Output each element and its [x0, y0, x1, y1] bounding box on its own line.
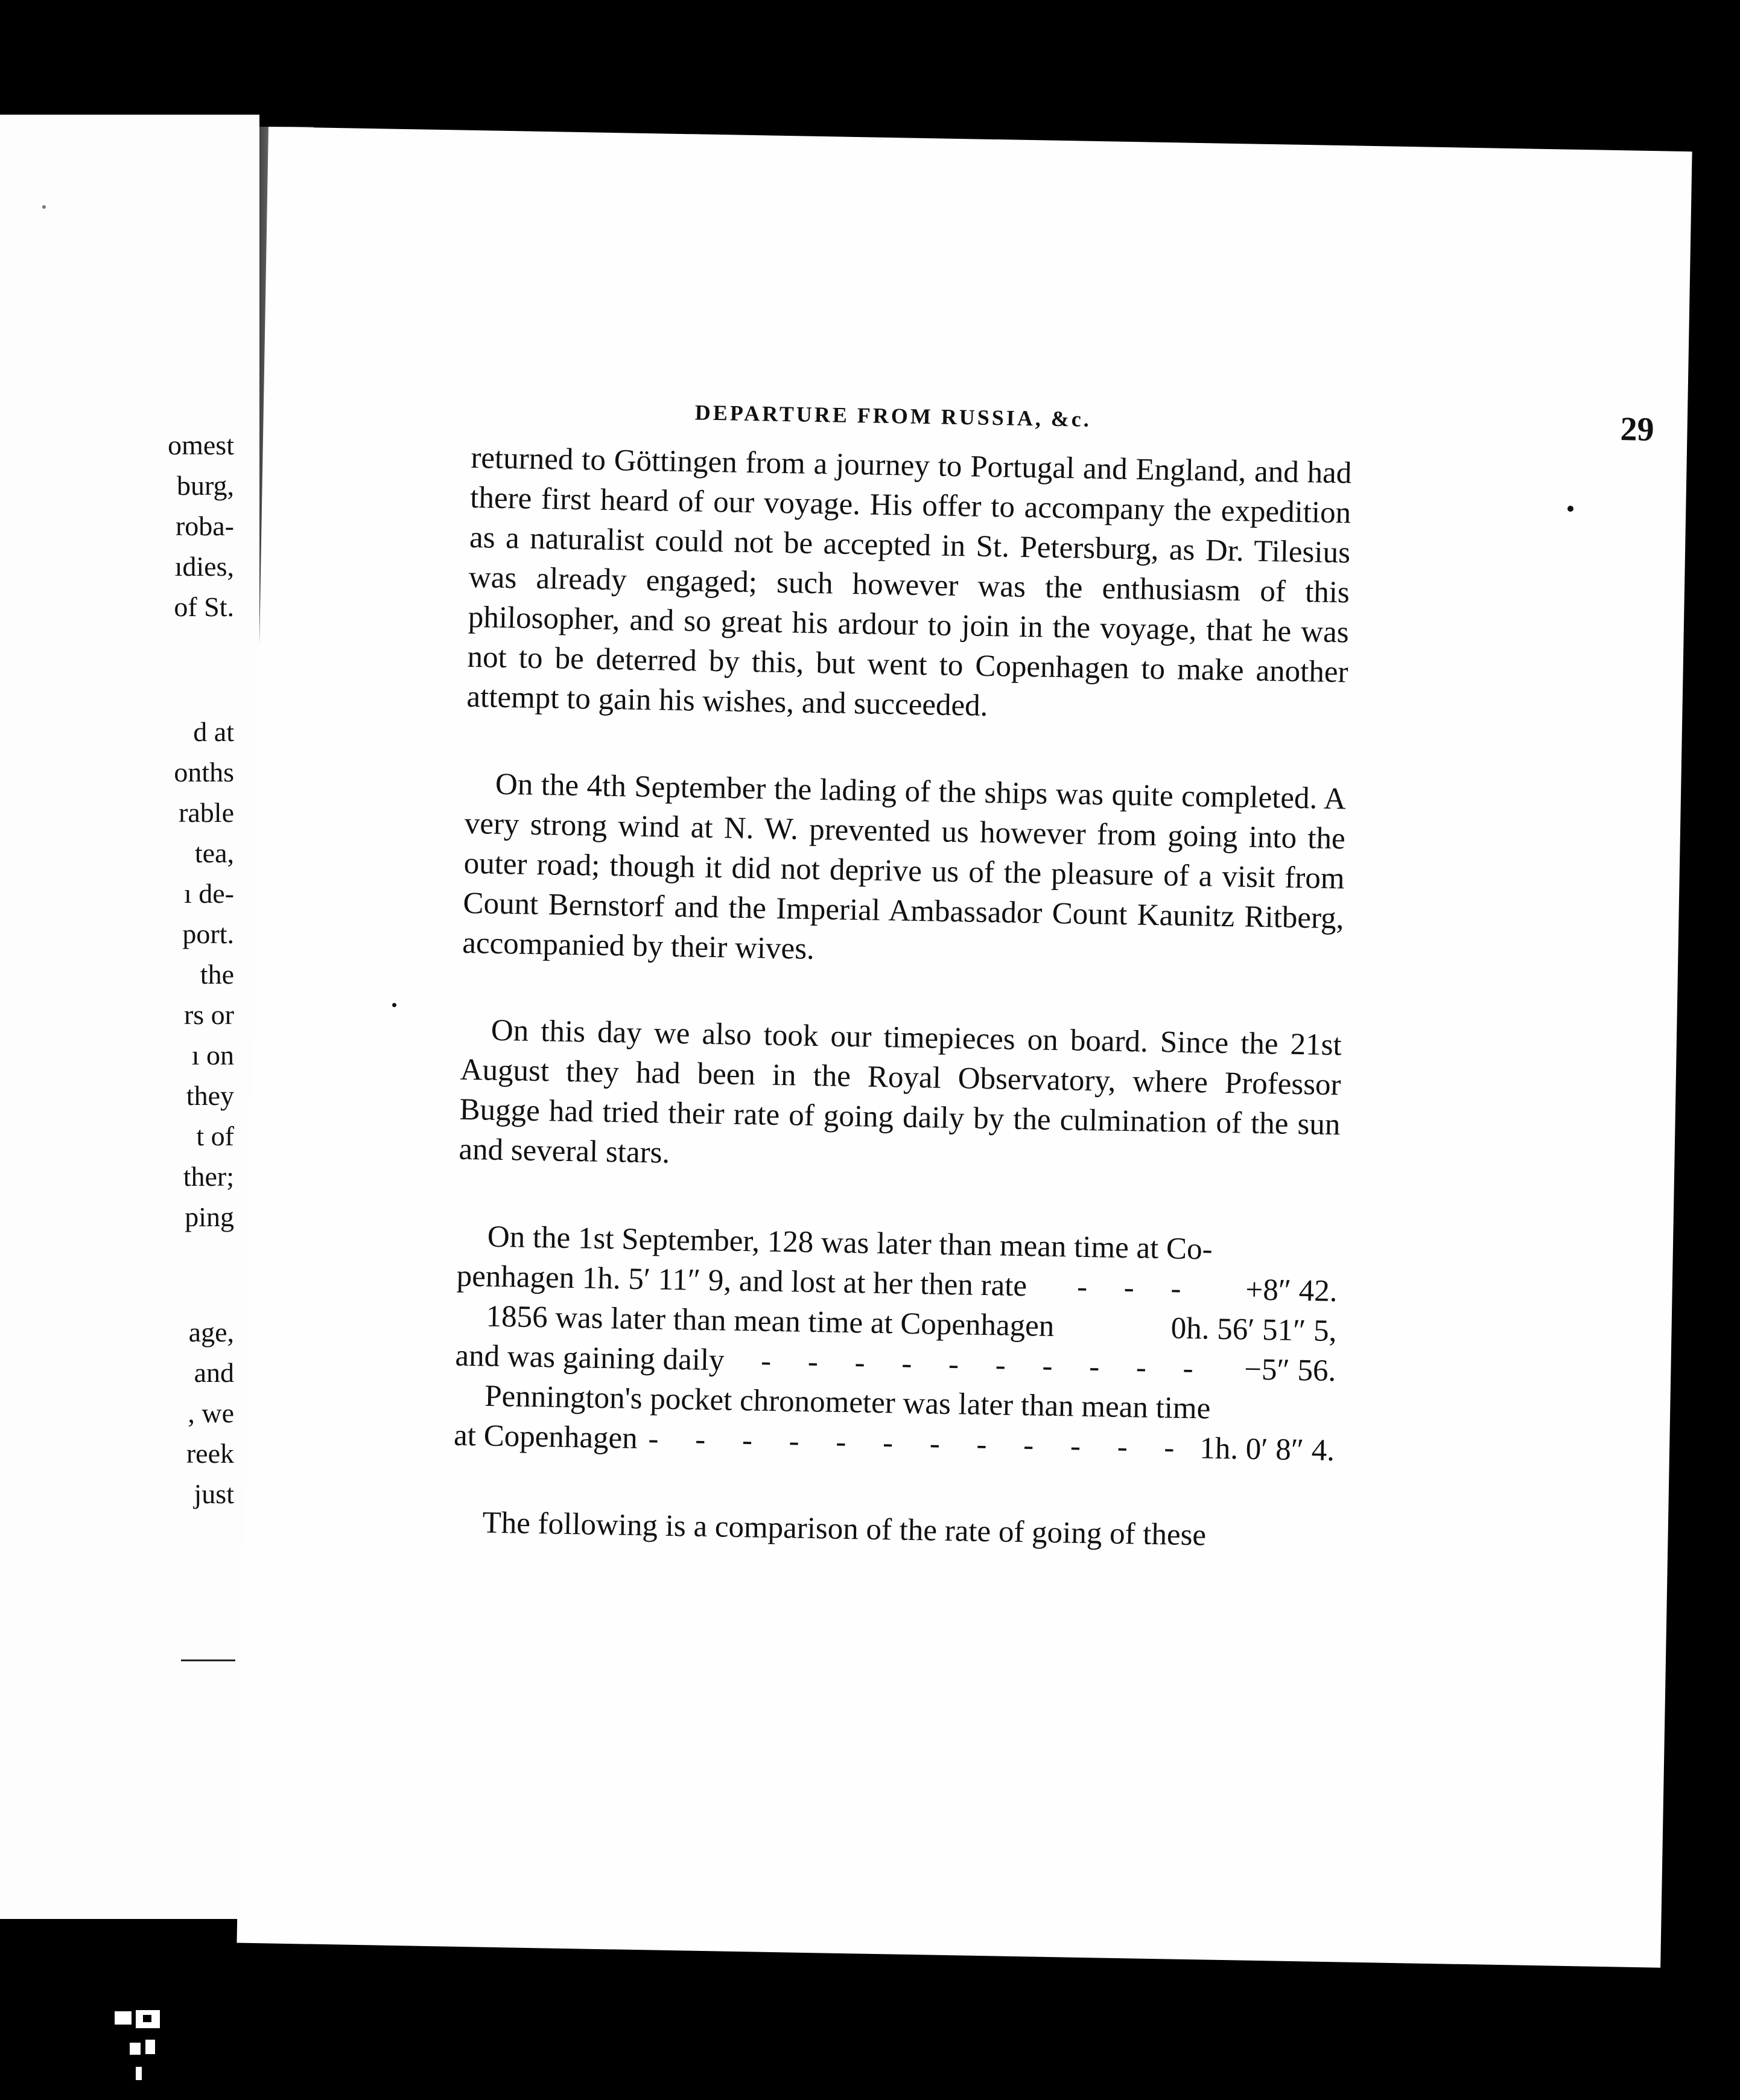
- facing-page-line: and: [194, 1357, 234, 1388]
- facing-page-line: reek: [186, 1438, 234, 1469]
- page-29: [237, 127, 1692, 1968]
- scan-speck: [1567, 506, 1573, 512]
- facing-page-line: age,: [188, 1317, 234, 1348]
- page-number: 29: [1620, 410, 1655, 449]
- facing-page-line: ther;: [183, 1161, 234, 1192]
- facing-page-line: omest: [168, 430, 234, 460]
- rate-line-1-text: On the 1st September, 128 was later than mean time at Co-: [487, 1220, 1213, 1267]
- scan-speck: [42, 205, 46, 209]
- rate-line-3-value: 0h. 56′ 51″ 5,: [1170, 1311, 1337, 1349]
- facing-page-line: ı on: [191, 1040, 234, 1071]
- rate-line-4-value: −5″ 56.: [1243, 1352, 1336, 1389]
- facing-page-line: d at: [193, 716, 234, 747]
- facing-page-line: of St.: [174, 591, 234, 622]
- facing-page-line: , we: [188, 1398, 234, 1428]
- page-header: [694, 393, 1654, 447]
- scan-artifact: [112, 2006, 166, 2085]
- dash-leader: - - - - - - - - - -: [760, 1344, 1208, 1386]
- rate-line-2-text: penhagen 1h. 5′ 11″ 9, and lost at her then rate: [456, 1259, 1027, 1303]
- rate-line-6-value: 1h. 0′ 8″ 4.: [1199, 1431, 1335, 1468]
- facing-page-line: rable: [179, 797, 234, 828]
- facing-page: [0, 115, 259, 1919]
- facing-page-line: they: [186, 1080, 234, 1111]
- facing-page-line: onths: [174, 757, 234, 788]
- rate-line-4-text: and was gaining daily: [455, 1338, 725, 1378]
- dash-leader: - - - - - - - - - - - -: [648, 1422, 1189, 1465]
- footnote-rule: [181, 1659, 235, 1661]
- facing-page-line: the: [200, 959, 234, 990]
- facing-page-line: tea,: [194, 838, 234, 868]
- facing-page-line: port.: [182, 918, 234, 949]
- dash-leader: - - -: [1076, 1270, 1196, 1306]
- rate-line-2-value: +8″ 42.: [1245, 1273, 1338, 1309]
- facing-page-line: roba-: [175, 511, 234, 541]
- rate-line-5-text: Pennington's pocket chronometer was later than mean time: [484, 1379, 1211, 1426]
- chronometer-rates: [454, 1217, 1339, 1471]
- rate-line-6-text: at Copenhagen: [453, 1418, 638, 1456]
- rate-line-3-text: 1856 was later than mean time at Copenhagen: [486, 1299, 1055, 1344]
- facing-page-line: rs or: [183, 999, 234, 1030]
- paragraph-continued: returned to Göttingen from a journey to Portugal and England, and had there first heard of our voyage. His offer to accompany the expedition as a naturalist could not be accepted in St. Petersburg, as Dr. Tilesius was already engaged; such however was the enthusiasm of this philosopher, and so great his ardour to join in the voyage, that he was not to be deterred by this, but went to Copenhagen to make another attempt to gain his wishes, and succeeded.: [466, 441, 1352, 723]
- facing-page-line: ıdies,: [174, 551, 234, 582]
- running-title: DEPARTURE FROM RUSSIA, &c.: [694, 400, 1092, 431]
- paragraph-lading: On the 4th September the lading of the ships was quite completed. A very strong wind at N. W. prevented us however from going into the outer road; though it did not deprive us of the pleasure of a visit from Count Bernstorf and the Imperial Ambassador Count Kaunitz Ritberg, accompanied by their wives.: [462, 767, 1347, 966]
- facing-page-line: t of: [196, 1121, 234, 1151]
- paragraph-timepieces: On this day we also took our timepieces on board. Since the 21st August they had been in the Royal Observatory, where Professor Bugge had tried their rate of going daily by the culmination of the sun and several stars.: [458, 1013, 1342, 1170]
- scan-speck: [392, 1003, 396, 1007]
- facing-page-line: ı de-: [183, 878, 234, 909]
- facing-page-line: burg,: [177, 470, 234, 501]
- facing-page-line: just: [194, 1478, 234, 1509]
- facing-page-line: ping: [185, 1201, 234, 1232]
- closing-line: The following is a comparison of the rate of going of these: [482, 1506, 1207, 1553]
- body-text: [452, 438, 1352, 1558]
